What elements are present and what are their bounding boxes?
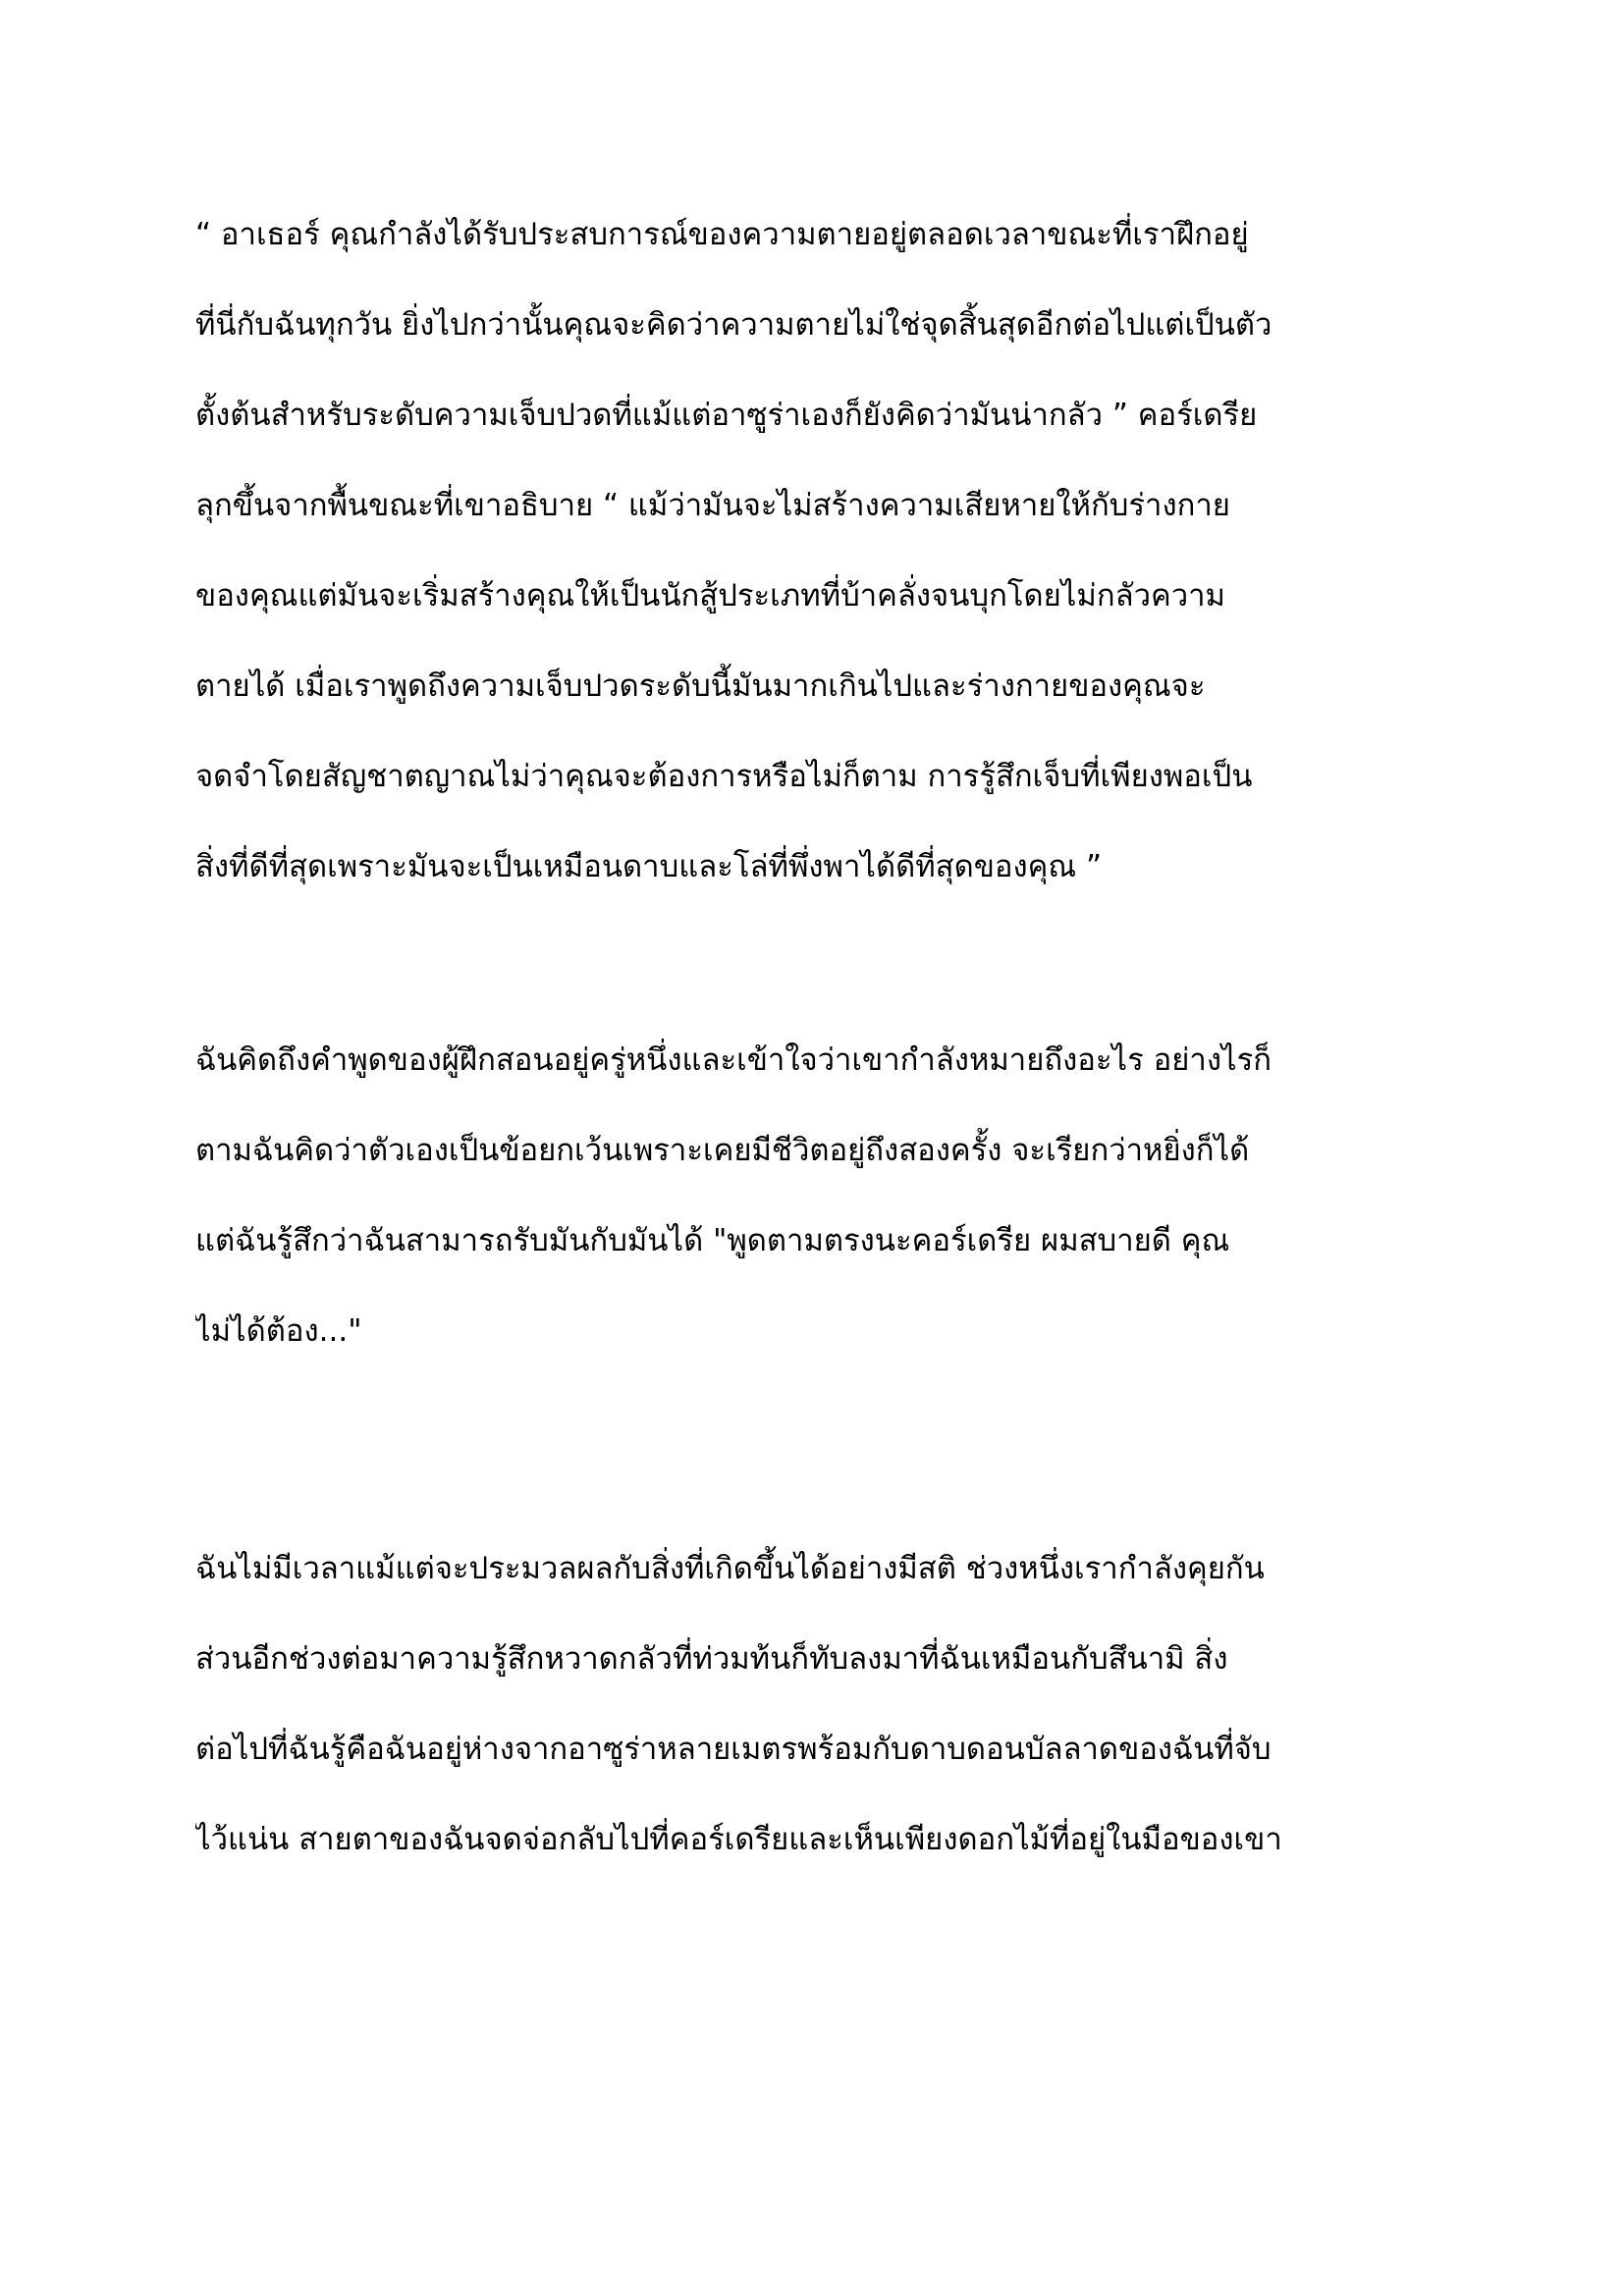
text-line: ฉันไม่มีเวลาแม้แต่จะประมวลผลกับสิ่งที่เกิดขึ้นได้อย่างมีสติ ช่วงหนึ่งเรากำลังคุยกัน [195,1551,1265,1586]
text-line: จดจำโดยสัญชาตญาณไม่ว่าคุณจะต้องการหรือไม่ก็ตาม การรู้สึกเจ็บที่เพียงพอเป็น [195,759,1253,794]
text-line: ที่นี่กับฉันทุกวัน ยิ่งไปกว่านั้นคุณจะคิดว่าความตายไม่ใช่จุดสิ้นสุดอีกต่อไปแต่เป็นตัว [195,307,1272,343]
text-line: ตั้งต้นสำหรับระดับความเจ็บปวดที่แม้แต่อาซูร่าเองก็ยังคิดว่ามันน่ากลัว ” คอร์เดรีย [195,398,1258,433]
text-line: ไม่ได้ต้อง..." [195,1313,362,1349]
text-line: แต่ฉันรู้สึกว่าฉันสามารถรับมันกับมันได้ "พูดตามตรงนะคอร์เดรีย ผมสบายดี คุณ [195,1223,1230,1258]
text-line: ลุกขึ้นจากพื้นขณะที่เขาอธิบาย “ แม้ว่ามันจะไม่สร้างความเสียหายให้กับร่างกาย [195,488,1230,523]
text-line: ต่อไปที่ฉันรู้คือฉันอยู่ห่างจากอาซูร่าหลายเมตรพร้อมกับดาบดอนบัลลาดของฉันที่จับ [195,1732,1272,1767]
paragraph [195,1523,1472,1885]
text-line: ตายได้ เมื่อเราพูดถึงความเจ็บปวดระดับนี้มันมากเกินไปและร่างกายของคุณจะ [195,668,1206,704]
text-line: ไว้แน่น สายตาของฉันจดจ่อกลับไปที่คอร์เดรียและเห็นเพียงดอกไม้ที่อยู่ในมือของเขา [195,1822,1282,1857]
text-line: ตามฉันคิดว่าตัวเองเป็นข้อยกเว้นเพราะเคยมีชีวิตอยู่ถึงสองครั้ง จะเรียกว่าหยิ่งก็ได้ [195,1133,1250,1168]
text-line: ของคุณแต่มันจะเริ่มสร้างคุณให้เป็นนักสู้ประเภทที่บ้าคลั่งจนบุกโดยไม่กลัวความ [195,578,1225,614]
text-line: “ อาเธอร์ คุณกำลังได้รับประสบการณ์ของความตายอยู่ตลอดเวลาขณะที่เราฝึกอยู่ [195,217,1249,252]
paragraph [195,189,1472,912]
text-line: ส่วนอีกช่วงต่อมาความรู้สึกหวาดกลัวที่ท่วมท้นก็ทับลงมาที่ฉันเหมือนกับสึนามิ สิ่ง [195,1641,1228,1677]
text-line: ฉันคิดถึงคำพูดของผู้ฝึกสอนอยู่ครู่หนึ่งและเข้าใจว่าเขากำลังหมายถึงอะไร อย่างไรก็ [195,1042,1272,1078]
paragraph [195,1015,1472,1376]
text-line: สิ่งที่ดีที่สุดเพราะมันจะเป็นเหมือนดาบและโล่ที่พึ่งพาได้ดีที่สุดของคุณ ” [195,849,1103,884]
